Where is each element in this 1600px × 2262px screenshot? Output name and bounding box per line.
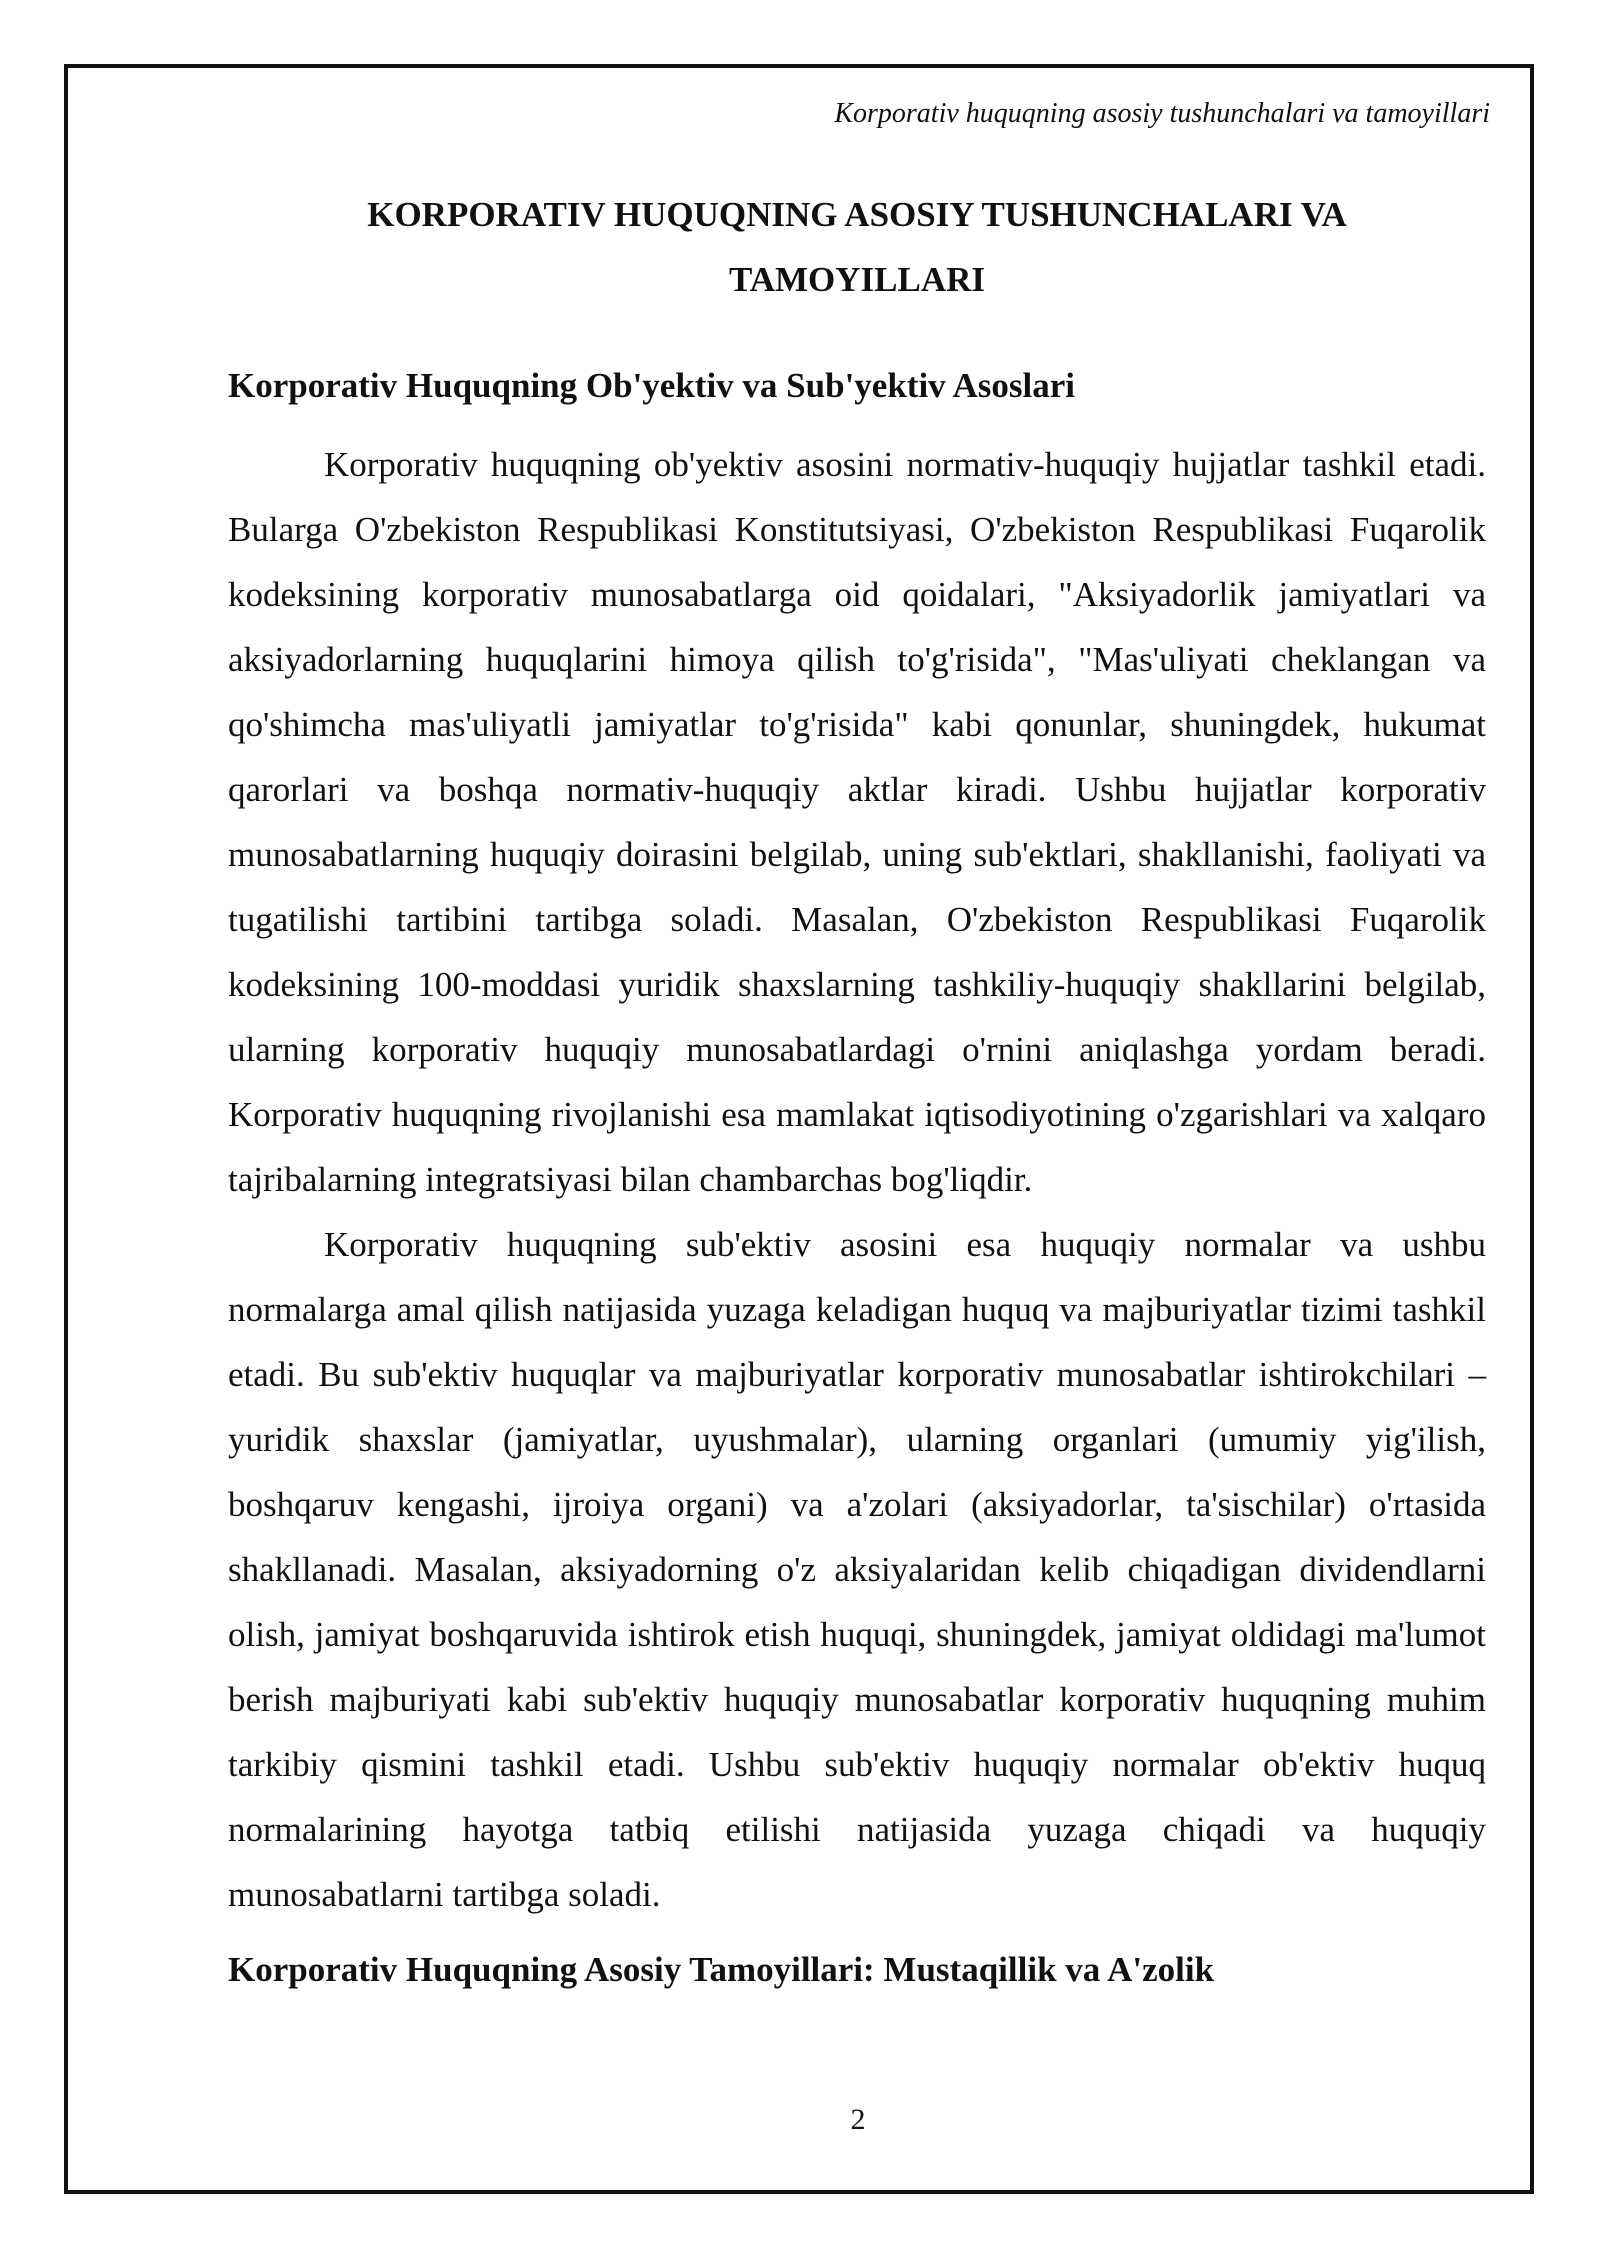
paragraph-objective-basis: Korporativ huquqning ob'yektiv asosini normativ-huquqiy hujjatlar tashkil etadi. Bularga O'zbekiston Respublikasi Konstitutsiyasi, O'zbekiston Respublikasi Fuqarolik kodeksining korporativ munosabatlarga oid qoidalari, "Aksiyadorlik jamiyatlari va aksiyadorlarning huquqlarini himoya qilish to'g'risida", "Mas'uliyati cheklangan va qo'shimcha mas'uliyatli jamiyatlar to'g'risida" kabi qonunlar, shuningdek, hukumat qarorlari va boshqa normativ-huquqiy aktlar kiradi. Ushbu hujjatlar korporativ munosabatlarning huquqiy doirasini belgilab, uning sub'ektlari, shakllanishi, faoliyati va tugatilishi tartibini tartibga soladi. Masalan, O'zbekiston Respublikasi Fuqarolik kodeksining 100-moddasi yuridik shaxslarning tashkiliy-huquqiy shakllarini belgilab, ularning korporativ huquqiy munosabatlardagi o'rnini aniqlashga yordam beradi. Korporativ huquqning rivojlanishi esa mamlakat iqtisodiyotining o'zgarishlari va xalqaro tajribalarning integratsiyasi bilan chambarchas bog'liqdir.: [228, 445, 1486, 1199]
page-number: 2: [850, 2103, 866, 2136]
section-heading-objective-subjective: Korporativ Huquqning Ob'yektiv va Sub'yektiv Asoslari: [228, 366, 1075, 405]
section-heading-principles: Korporativ Huquqning Asosiy Tamoyillari: Mustaqillik va A'zolik: [228, 1950, 1215, 1989]
document-title: KORPORATIV HUQUQNING ASOSIY TUSHUNCHALARI VA TAMOYILLARI: [367, 195, 1347, 299]
running-header: Korporativ huquqning asosiy tushunchalari va tamoyillari: [834, 98, 1490, 129]
paragraph-subjective-basis: Korporativ huquqning sub'ektiv asosini esa huquqiy normalar va ushbu normalarga amal qilish natijasida yuzaga keladigan huquq va majburiyatlar tizimi tashkil etadi. Bu sub'ektiv huquqlar va majburiyatlar korporativ munosabatlar ishtirokchilari – yuridik shaxslar (jamiyatlar, uyushmalar), ularning organlari (umumiy yig'ilish, boshqaruv kengashi, ijroiya organi) va a'zolari (aksiyadorlar, ta'sischilar) o'rtasida shakllanadi. Masalan, aksiyadorning o'z aksiyalaridan kelib chiqadigan dividendlarni olish, jamiyat boshqaruvida ishtirok etish huquqi, shuningdek, jamiyat oldidagi ma'lumot berish majburiyati kabi sub'ektiv huquqiy munosabatlar korporativ huquqning muhim tarkibiy qismini tashkil etadi. Ushbu sub'ektiv huquqiy normalar ob'ektiv huquq normalarining hayotga tatbiq etilishi natijasida yuzaga chiqadi va huquqiy munosabatlarni tartibga soladi.: [228, 1225, 1486, 1914]
document-body: [228, 182, 1486, 2002]
